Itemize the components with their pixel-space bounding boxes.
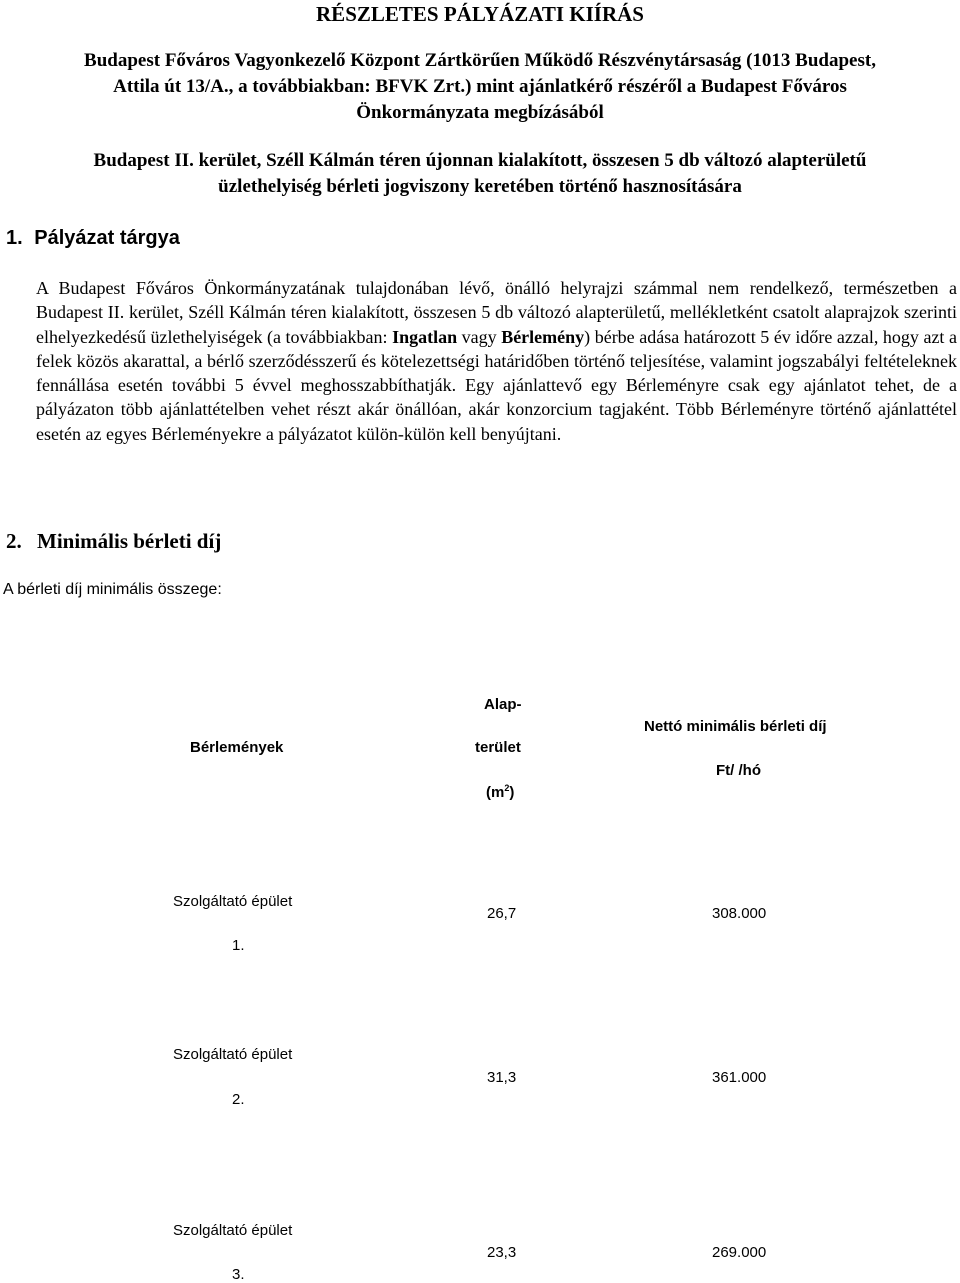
issuer-line: Budapest Főváros Vagyonkezelő Központ Zártkörűen Működő Részvénytársaság (1013 Budapest, — [84, 50, 876, 71]
para-text: A Budapest Főváros Önkormányzatának tulajdonában lévő, önálló helyrajzi számmal nem rendelkező, természetben a Budapest II. kerület, Széll Kálmán téren kialakított, összesen 5 db változó alapterületű, mellékletként csatolt alaprajzok szerinti elhelyezkedésű üzlethelyiségek (a továbbiakban: — [36, 278, 957, 347]
row3-name: Szolgáltató épület — [173, 1222, 293, 1239]
subject-block — [0, 148, 960, 200]
issuer-line: Attila út 13/A., a továbbiakban: BFVK Zrt.) mint ajánlatkérő részéről a Budapest Főváros — [113, 76, 847, 97]
row1-area: 26,7 — [487, 905, 517, 922]
term-berlemeny: Bérlemény — [501, 326, 585, 347]
row2-area: 31,3 — [487, 1069, 517, 1086]
row3-area: 23,3 — [487, 1244, 517, 1261]
para-text: ) bérbe adása határozott 5 év időre azzal, hogy azt a felek közös akarattal, a bérlő szerződésszerű és kötelezettségi határidőben történő teljesítése, valamint jogszabályi feltételeknek fennállása esetén további 5 évvel meghosszabbíthatják. Egy ajánlattevő egy Bérleményre csak egy ajánlatot tehet, de a pályázaton több ajánlattételben vehet részt akár önállóan, akár konzorcium tagjaként. Több Bérleményre történő ajánlattétel esetén az egyes Bérleményekre a pályázatot külön-külön kell benyújtani. — [36, 326, 957, 444]
header-area-line1: Alap- — [484, 696, 522, 713]
row1-fee: 308.000 — [712, 905, 767, 922]
document-title: RÉSZLETES PÁLYÁZATI KIÍRÁS — [316, 2, 644, 26]
row3-num: 3. — [232, 1266, 245, 1283]
section1-number: 1. — [6, 227, 23, 249]
section2-title: Minimális bérleti díj — [37, 529, 222, 553]
para-text: vagy — [457, 326, 502, 347]
section1-paragraph — [36, 276, 957, 446]
row2-num: 2. — [232, 1091, 245, 1108]
header-area-unit: $(m^2)$ — [486, 783, 515, 801]
term-ingatlan: Ingatlan — [392, 326, 458, 347]
row1-num: 1. — [232, 937, 245, 954]
row2-name: Szolgáltató épület — [173, 1046, 293, 1063]
section1-title: Pályázat tárgya — [34, 227, 180, 249]
section2-heading — [6, 529, 221, 554]
issuer-line: Önkormányzata megbízásából — [356, 102, 604, 123]
section1-heading — [6, 227, 180, 250]
header-fee-line1: Nettó minimális bérleti díj — [644, 718, 827, 735]
header-berlemenyek: Bérlemények — [190, 739, 284, 756]
subject-line: üzlethelyiség bérleti jogviszony keretében történő hasznosítására — [218, 176, 742, 197]
row1-name: Szolgáltató épület — [173, 893, 293, 910]
header-fee-line2: Ft/ /hó — [716, 762, 761, 779]
row3-fee: 269.000 — [712, 1244, 767, 1261]
subject-line: Budapest II. kerület, Széll Kálmán téren újonnan kialakított, összesen 5 db változó alapterületű — [93, 150, 867, 171]
section2-number: 2. — [6, 529, 22, 553]
row2-fee: 361.000 — [712, 1069, 767, 1086]
section2-intro: A bérleti díj minimális összege: — [3, 581, 222, 598]
header-area-line2: terület — [475, 739, 521, 756]
issuer-block — [0, 48, 960, 126]
